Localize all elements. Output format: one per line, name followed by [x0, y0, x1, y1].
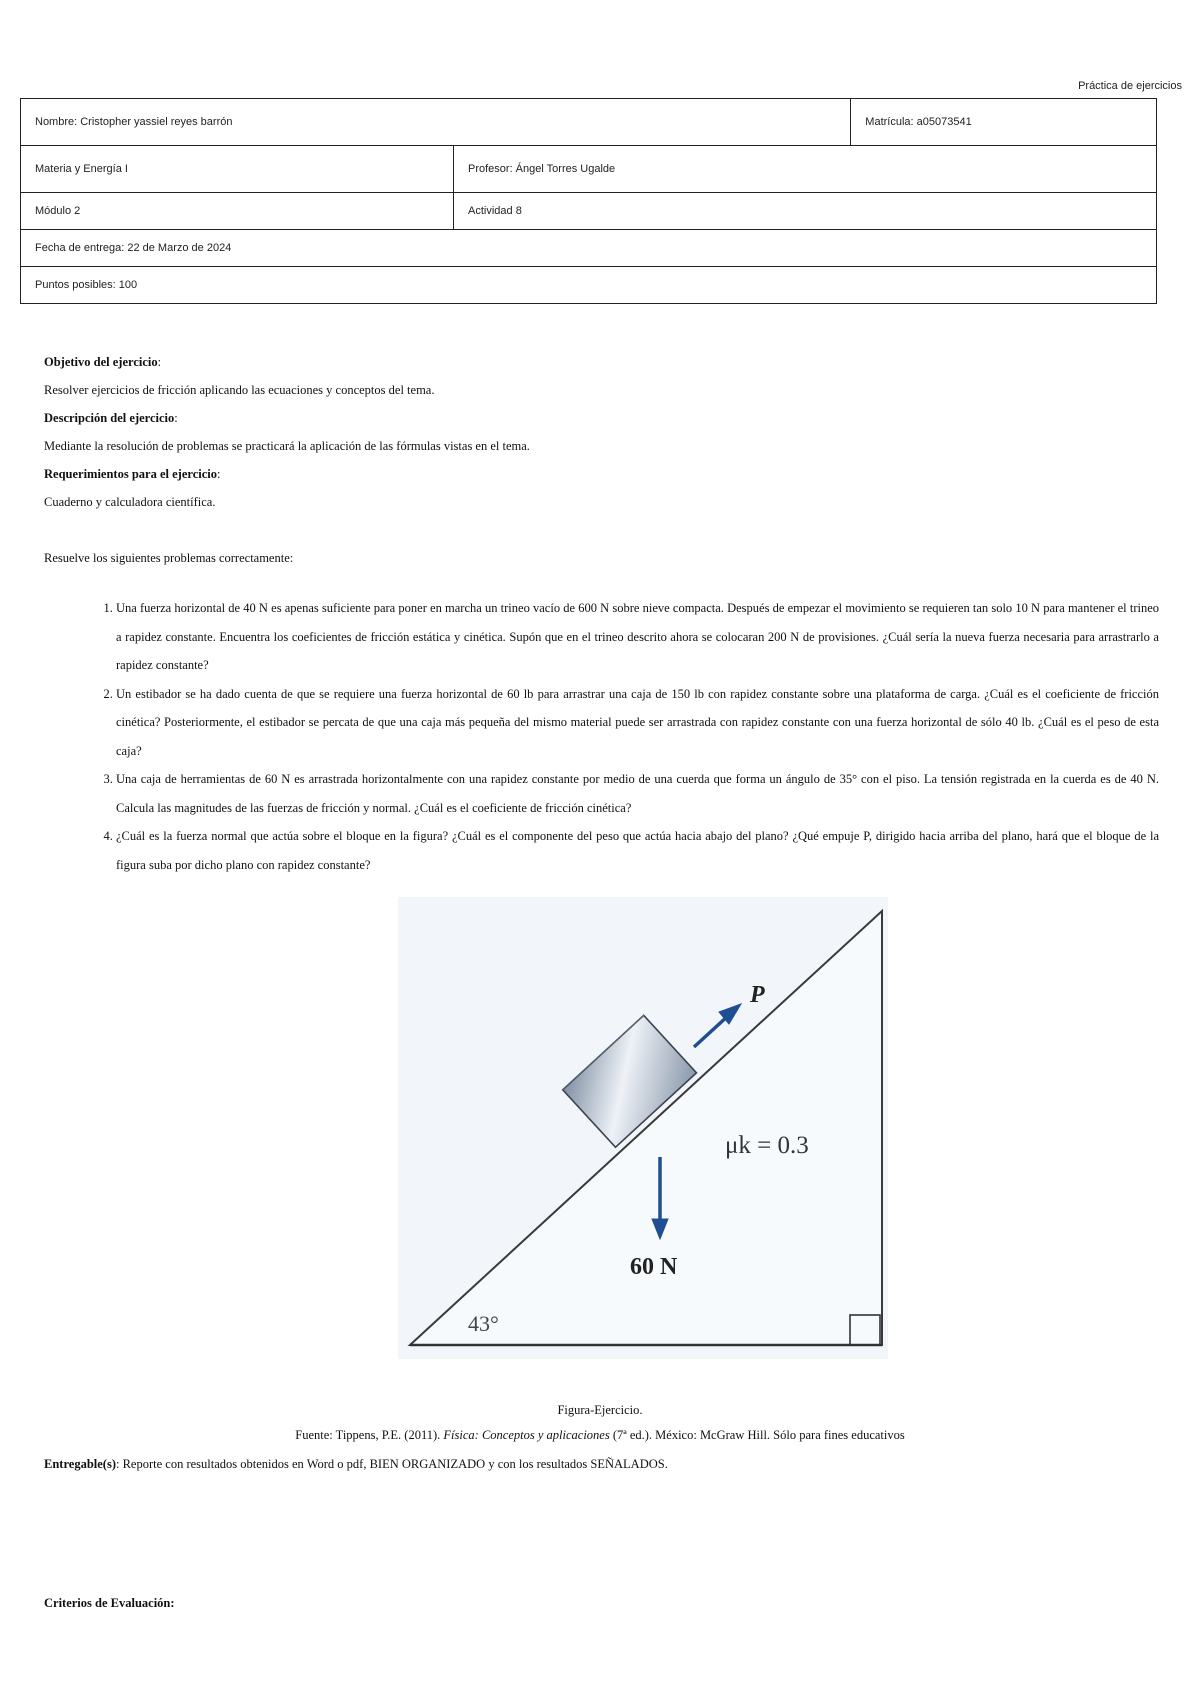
descripcion-text: Mediante la resolución de problemas se practicará la aplicación de las fórmulas vistas en el tema. — [44, 439, 530, 453]
criterios-heading: Criterios de Evaluación: — [44, 1596, 175, 1610]
requerimientos-heading: Requerimientos para el ejercicio: — [44, 467, 221, 481]
requerimientos-text: Cuaderno y calculadora científica. — [44, 495, 216, 509]
entregable-line: Entregable(s): Reporte con resultados obtenidos en Word o pdf, BIEN ORGANIZADO y con los resultados SEÑALADOS. — [44, 1457, 668, 1471]
problem-item: 4. ¿Cuál es la fuerza normal que actúa sobre el bloque en la figura? ¿Cuál es el componente del peso que actúa hacia abajo del plano? ¿Qué empuje P, dirigido hacia arriba del plano, hará que el bloque de la figura suba por dicho plano con rapidez constante? — [116, 822, 1159, 879]
push-arrow — [694, 1004, 741, 1047]
fecha-cell: Fecha de entrega: 22 de Marzo de 2024 — [21, 230, 1157, 267]
figure-caption-title: Figura-Ejercicio. — [557, 1403, 643, 1417]
materia-cell: Materia y Energía I — [21, 146, 454, 193]
instruction-text: Resuelve los siguientes problemas correctamente: — [44, 551, 294, 565]
problem-list — [44, 594, 1159, 879]
angle-label: 43° — [468, 1311, 499, 1336]
matricula-cell: Matrícula: a05073541 — [851, 99, 1157, 146]
descripcion-heading: Descripción del ejercicio: — [44, 411, 178, 425]
name-cell: Nombre: Cristopher yassiel reyes barrón — [21, 99, 851, 146]
inclined-plane-figure — [398, 897, 888, 1359]
problem-item: 2. Un estibador se ha dado cuenta de que se requiere una fuerza horizontal de 60 lb para arrastrar una caja de 150 lb con rapidez constante sobre una plataforma de carga. ¿Cuál es el coeficiente de fricción cinética? Posteriormente, el estibador se percata de que una caja más pequeña del mismo material puede ser arrastrada con rapidez constante con una fuerza horizontal de sólo 40 lb. ¿Cuál es el peso de esta caja? — [116, 680, 1159, 766]
puntos-cell: Puntos posibles: 100 — [21, 267, 1157, 304]
modulo-cell: Módulo 2 — [21, 193, 454, 230]
objetivo-heading: Objetivo del ejercicio: — [44, 355, 162, 369]
figure-caption-source: Fuente: Tippens, P.E. (2011). Física: Conceptos y aplicaciones (7ª ed.). México: McGraw Hill. Sólo para fines educativos — [295, 1428, 905, 1442]
push-label: P — [750, 982, 765, 1008]
info-table — [20, 98, 1157, 304]
weight-label: 60 N — [630, 1254, 678, 1280]
objetivo-text: Resolver ejercicios de fricción aplicando las ecuaciones y conceptos del tema. — [44, 383, 435, 397]
profesor-cell: Profesor: Ángel Torres Ugalde — [454, 146, 1157, 193]
mu-label: μk = 0.3 — [725, 1132, 809, 1159]
problem-item: 3. Una caja de herramientas de 60 N es arrastrada horizontalmente con una rapidez constante por medio de una cuerda que forma un ángulo de 35° con el piso. La tensión registrada en la cuerda es de 40 N. Calcula las magnitudes de las fuerzas de fricción y normal. ¿Cuál es el coeficiente de fricción cinética? — [116, 765, 1159, 822]
problem-item: 1. Una fuerza horizontal de 40 N es apenas suficiente para poner en marcha un trineo vacío de 600 N sobre nieve compacta. Después de empezar el movimiento se requieren tan solo 10 N para mantener el trineo a rapidez constante. Encuentra los coeficientes de fricción estática y cinética. Supón que en el trineo descrito ahora se colocaran 200 N de provisiones. ¿Cuál sería la nueva fuerza necesaria para arrastrarlo a rapidez constante? — [116, 594, 1159, 680]
document-header-tag: Práctica de ejercicios — [1078, 80, 1182, 92]
instructions-body — [44, 348, 1159, 879]
actividad-cell: Actividad 8 — [454, 193, 1157, 230]
